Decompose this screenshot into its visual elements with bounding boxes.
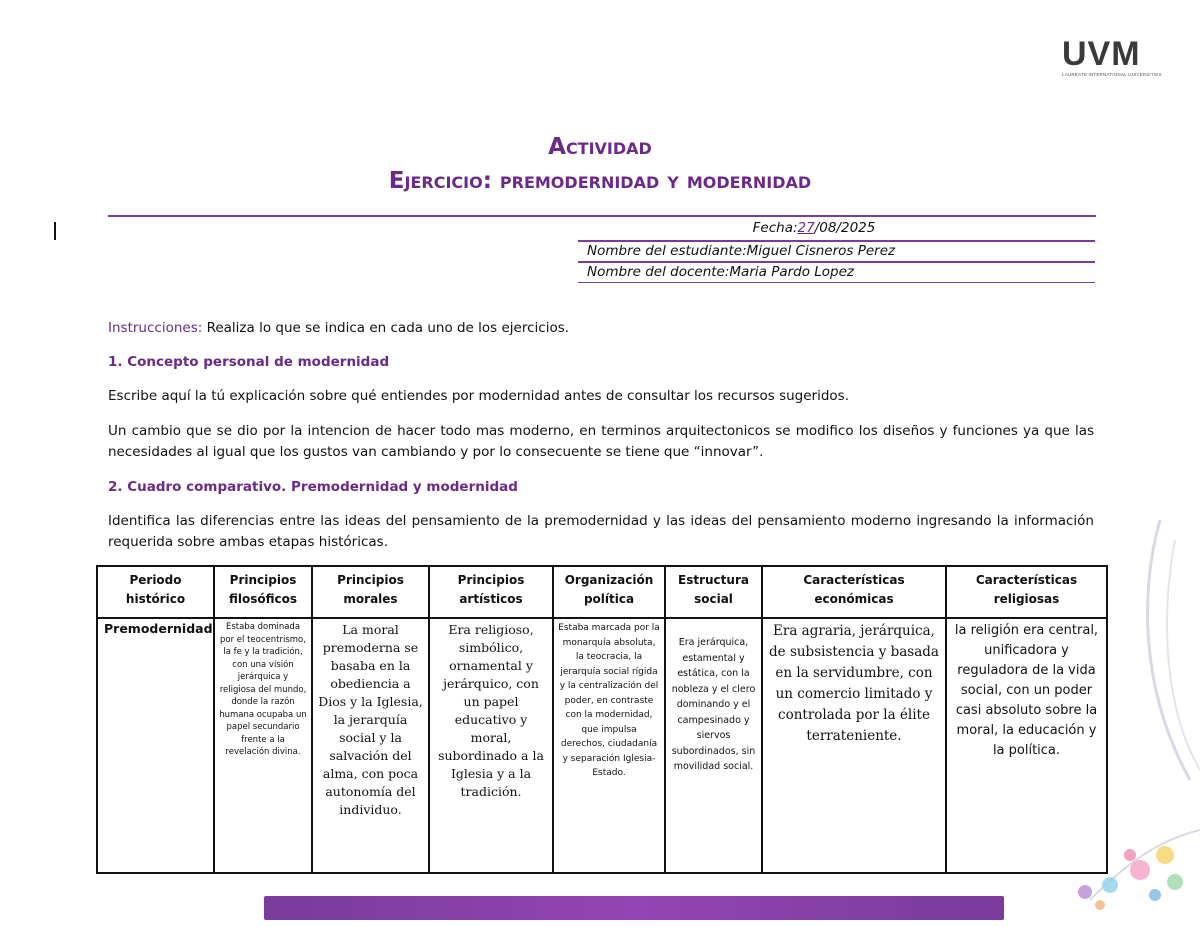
cell-social[interactable]: Era jerárquica, estamental y estática, con la nobleza y el clero dominando y el campesinado y siervos subordinados, sin movilidad social.: [665, 618, 762, 873]
teacher-field[interactable]: [578, 264, 1095, 280]
header-religiosas-text: Características religiosas: [975, 573, 1078, 606]
teacher-name: Maria Pardo Lopez: [729, 264, 855, 280]
teacher-label: Nombre del docente:: [587, 264, 730, 280]
header-social-text: Estructura social: [678, 573, 749, 606]
header-economicas-text: Características económicas: [803, 573, 905, 606]
student-field[interactable]: [578, 243, 1095, 259]
header-periodo-text: Periodo histórico: [125, 573, 186, 606]
header-periodo: [97, 566, 214, 618]
cell-economicas[interactable]: Era agraria, jerárquica, de subsistencia y basada en la servidumbre, con un comercio limitado y controlada por la élite terrateniente.: [762, 618, 946, 873]
date-field[interactable]: [578, 220, 1095, 236]
date-underline: [578, 240, 1095, 242]
uvm-logo: [1062, 36, 1162, 80]
page-subtitle: Ejercicio: premodernidad y modernidad: [388, 168, 812, 194]
student-label: Nombre del estudiante:: [587, 243, 747, 259]
header-morales-text: Principios morales: [337, 573, 404, 606]
section1-prompt: Escribe aquí la tú explicación sobre qué entiendes por modernidad antes de consultar los recursos sugeridos.: [108, 388, 849, 404]
section2-heading: 2. Cuadro comparativo. Premodernidad y modernidad: [108, 479, 518, 495]
teacher-underline: [578, 282, 1095, 283]
logo-text: UVM: [1062, 35, 1141, 73]
section1-heading: 1. Concepto personal de modernidad: [108, 354, 390, 370]
footer-bar: [264, 896, 1004, 920]
instructions: [108, 318, 1094, 339]
date-rest: /08/2025: [814, 220, 876, 236]
cell-morales[interactable]: La moral premoderna se basaba en la obediencia a Dios y la Iglesia, la jerarquía social y la salvación del alma, con poca autonomía del individuo.: [312, 618, 429, 873]
header-artisticos: [429, 566, 553, 618]
comparison-table: [96, 565, 1108, 874]
decorative-curves-graphic: [990, 510, 1200, 927]
header-economicas: [762, 566, 946, 618]
cell-religiosas[interactable]: la religión era central, unificadora y reguladora de la vida social, con un poder casi absoluto sobre la moral, la educación y la política.: [946, 618, 1107, 873]
table-header-row: [97, 566, 1107, 618]
student-name: Miguel Cisneros Perez: [746, 243, 896, 259]
cell-filosoficos[interactable]: Estaba dominada por el teocentrismo, la fe y la tradición, con una visión jerárquica y religiosa del mundo, donde la razón humana ocupaba un papel secundario frente a la revelación divina.: [214, 618, 312, 873]
date-day: 27: [797, 220, 815, 236]
header-politica-text: Organización política: [564, 573, 654, 606]
header-artisticos-text: Principios artísticos: [457, 573, 525, 606]
date-label: Fecha:: [752, 220, 798, 236]
cell-periodo[interactable]: Premodernidad: [97, 618, 214, 873]
header-filosoficos: [214, 566, 312, 618]
header-politica: [553, 566, 665, 618]
section1-answer[interactable]: Un cambio que se dio por la intencion de hacer todo mas moderno, en terminos arquitectonicos se modifico los diseños y funciones ya que las necesidades al igual que los gustos van cambiando y por lo consecuente se tiene que “innovar”.: [108, 423, 1094, 460]
logo-subtitle: LAUREATE INTERNATIONAL UNIVERSITIES: [1062, 72, 1162, 77]
header-social: [665, 566, 762, 618]
cell-artisticos[interactable]: Era religioso, simbólico, ornamental y jerárquico, con un papel educativo y moral, subordinado a la Iglesia y a la tradición.: [429, 618, 553, 873]
table-row: [97, 618, 1107, 873]
cell-politica[interactable]: Estaba marcada por la monarquía absoluta, la teocracia, la jerarquía social rígida y la centralización del poder, en contraste con la modernidad, que impulsa derechos, ciudadanía y separación Iglesia-Estado.: [553, 618, 665, 873]
header-morales: [312, 566, 429, 618]
title-divider: [108, 215, 1096, 217]
page-title: Actividad: [548, 134, 652, 160]
student-underline: [578, 261, 1095, 263]
header-filosoficos-text: Principios filosóficos: [228, 573, 298, 606]
instructions-text: Realiza lo que se indica en cada uno de los ejercicios.: [202, 320, 570, 336]
instructions-label: Instrucciones:: [108, 320, 203, 336]
section2-prompt: Identifica las diferencias entre las ideas del pensamiento de la premodernidad y las ideas del pensamiento moderno ingresando la información requerida sobre ambas etapas históricas.: [108, 513, 1094, 550]
text-cursor: [54, 222, 56, 240]
